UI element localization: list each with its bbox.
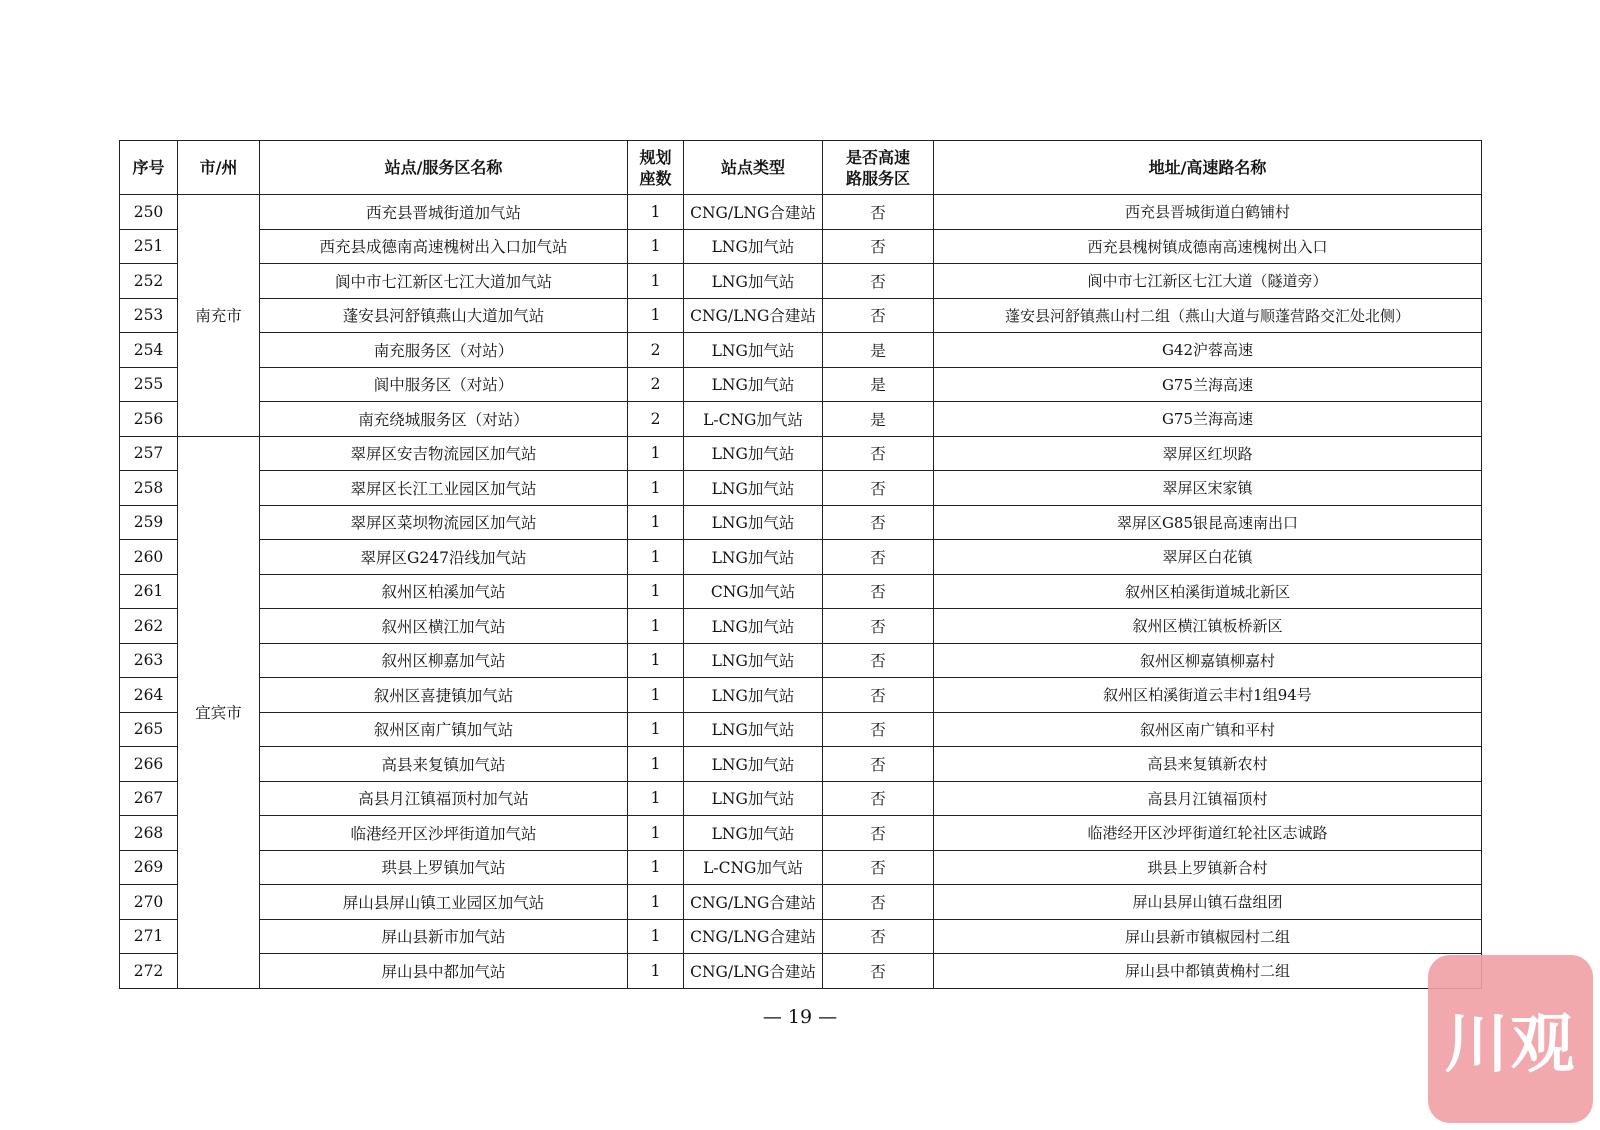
cell-station: 临港经开区沙坪街道加气站 bbox=[260, 816, 628, 851]
cell-count: 1 bbox=[628, 436, 684, 471]
cell-no: 255 bbox=[120, 367, 178, 402]
cell-type: CNG/LNG合建站 bbox=[684, 919, 823, 954]
cell-station: 叙州区柳嘉加气站 bbox=[260, 643, 628, 678]
table-row bbox=[120, 885, 1482, 920]
cell-highway: 否 bbox=[823, 850, 934, 885]
cell-highway: 是 bbox=[823, 402, 934, 437]
cell-highway: 否 bbox=[823, 885, 934, 920]
table-row bbox=[120, 643, 1482, 678]
cell-station: 翠屏区安吉物流园区加气站 bbox=[260, 436, 628, 471]
cell-no: 270 bbox=[120, 885, 178, 920]
cell-count: 1 bbox=[628, 816, 684, 851]
table-row bbox=[120, 609, 1482, 644]
cell-count: 1 bbox=[628, 229, 684, 264]
table-row bbox=[120, 816, 1482, 851]
cell-highway: 否 bbox=[823, 609, 934, 644]
cell-station: 珙县上罗镇加气站 bbox=[260, 850, 628, 885]
cell-no: 259 bbox=[120, 505, 178, 540]
cell-address: G75兰海高速 bbox=[934, 402, 1482, 437]
cell-type: LNG加气站 bbox=[684, 712, 823, 747]
table-row bbox=[120, 850, 1482, 885]
cell-no: 256 bbox=[120, 402, 178, 437]
cell-type: CNG/LNG合建站 bbox=[684, 885, 823, 920]
cell-no: 271 bbox=[120, 919, 178, 954]
cell-no: 264 bbox=[120, 678, 178, 713]
header-count-line2: 座数 bbox=[639, 168, 672, 188]
table-row bbox=[120, 436, 1482, 471]
cell-address: 西充县晋城街道白鹤铺村 bbox=[934, 195, 1482, 230]
cell-highway: 否 bbox=[823, 298, 934, 333]
table-row bbox=[120, 712, 1482, 747]
cell-no: 261 bbox=[120, 574, 178, 609]
cell-count: 1 bbox=[628, 505, 684, 540]
cell-type: LNG加气站 bbox=[684, 540, 823, 575]
table-row bbox=[120, 574, 1482, 609]
table-row bbox=[120, 367, 1482, 402]
cell-highway: 是 bbox=[823, 367, 934, 402]
cell-count: 1 bbox=[628, 298, 684, 333]
cell-highway: 否 bbox=[823, 919, 934, 954]
cell-address: 蓬安县河舒镇燕山村二组（燕山大道与顺蓬营路交汇处北侧） bbox=[934, 298, 1482, 333]
table-row bbox=[120, 402, 1482, 437]
cell-station: 阆中服务区（对站） bbox=[260, 367, 628, 402]
table-row bbox=[120, 333, 1482, 368]
cell-station: 屏山县屏山镇工业园区加气站 bbox=[260, 885, 628, 920]
cell-station: 西充县成德南高速槐树出入口加气站 bbox=[260, 229, 628, 264]
cell-highway: 否 bbox=[823, 574, 934, 609]
table-row bbox=[120, 781, 1482, 816]
cell-no: 257 bbox=[120, 436, 178, 471]
cell-highway: 否 bbox=[823, 816, 934, 851]
cell-count: 1 bbox=[628, 678, 684, 713]
cell-type: LNG加气站 bbox=[684, 505, 823, 540]
cell-address: 翠屏区宋家镇 bbox=[934, 471, 1482, 506]
cell-no: 254 bbox=[120, 333, 178, 368]
cell-address: 叙州区柏溪街道城北新区 bbox=[934, 574, 1482, 609]
table-row bbox=[120, 954, 1482, 989]
header-count-line1: 规划 bbox=[639, 147, 672, 167]
cell-type: CNG加气站 bbox=[684, 574, 823, 609]
cell-address: 叙州区南广镇和平村 bbox=[934, 712, 1482, 747]
cell-address: 西充县槐树镇成德南高速槐树出入口 bbox=[934, 229, 1482, 264]
cell-station: 叙州区南广镇加气站 bbox=[260, 712, 628, 747]
cell-address: 翠屏区G85银昆高速南出口 bbox=[934, 505, 1482, 540]
cell-station: 蓬安县河舒镇燕山大道加气站 bbox=[260, 298, 628, 333]
table-row bbox=[120, 540, 1482, 575]
cell-count: 2 bbox=[628, 402, 684, 437]
cell-station: 叙州区喜捷镇加气站 bbox=[260, 678, 628, 713]
header-row bbox=[120, 141, 1482, 195]
cell-type: CNG/LNG合建站 bbox=[684, 954, 823, 989]
cell-station: 西充县晋城街道加气站 bbox=[260, 195, 628, 230]
cell-city: 南充市 bbox=[178, 195, 260, 437]
cell-highway: 否 bbox=[823, 678, 934, 713]
cell-no: 253 bbox=[120, 298, 178, 333]
cell-address: 叙州区柏溪街道云丰村1组94号 bbox=[934, 678, 1482, 713]
cell-highway: 否 bbox=[823, 712, 934, 747]
cell-station: 南充服务区（对站） bbox=[260, 333, 628, 368]
cell-highway: 否 bbox=[823, 781, 934, 816]
cell-address: 翠屏区白花镇 bbox=[934, 540, 1482, 575]
cell-count: 1 bbox=[628, 885, 684, 920]
cell-type: LNG加气站 bbox=[684, 471, 823, 506]
cell-count: 2 bbox=[628, 333, 684, 368]
cell-no: 272 bbox=[120, 954, 178, 989]
cell-station: 屏山县新市加气站 bbox=[260, 919, 628, 954]
cell-type: CNG/LNG合建站 bbox=[684, 298, 823, 333]
cell-count: 1 bbox=[628, 195, 684, 230]
cell-address: 翠屏区红坝路 bbox=[934, 436, 1482, 471]
cell-station: 翠屏区G247沿线加气站 bbox=[260, 540, 628, 575]
header-highway-line2: 路服务区 bbox=[845, 168, 910, 188]
cell-type: L-CNG加气站 bbox=[684, 850, 823, 885]
cell-station: 翠屏区菜坝物流园区加气站 bbox=[260, 505, 628, 540]
cell-highway: 否 bbox=[823, 540, 934, 575]
cell-no: 251 bbox=[120, 229, 178, 264]
header-highway bbox=[823, 141, 934, 195]
header-no: 序号 bbox=[120, 141, 178, 195]
cell-city: 宜宾市 bbox=[178, 436, 260, 988]
cell-station: 南充绕城服务区（对站） bbox=[260, 402, 628, 437]
cell-count: 1 bbox=[628, 264, 684, 299]
cell-station: 叙州区横江加气站 bbox=[260, 609, 628, 644]
table-body bbox=[120, 195, 1482, 989]
cell-highway: 否 bbox=[823, 471, 934, 506]
station-table bbox=[119, 140, 1482, 989]
cell-count: 1 bbox=[628, 540, 684, 575]
cell-address: 高县月江镇福顶村 bbox=[934, 781, 1482, 816]
cell-type: LNG加气站 bbox=[684, 609, 823, 644]
cell-count: 1 bbox=[628, 781, 684, 816]
cell-type: LNG加气站 bbox=[684, 436, 823, 471]
cell-count: 1 bbox=[628, 609, 684, 644]
cell-count: 1 bbox=[628, 471, 684, 506]
cell-no: 260 bbox=[120, 540, 178, 575]
cell-type: LNG加气站 bbox=[684, 781, 823, 816]
table-row bbox=[120, 471, 1482, 506]
cell-address: 高县来复镇新农村 bbox=[934, 747, 1482, 782]
cell-highway: 否 bbox=[823, 436, 934, 471]
header-station: 站点/服务区名称 bbox=[260, 141, 628, 195]
cell-no: 252 bbox=[120, 264, 178, 299]
cell-no: 266 bbox=[120, 747, 178, 782]
table-row bbox=[120, 264, 1482, 299]
cell-address: 屏山县屏山镇石盘组团 bbox=[934, 885, 1482, 920]
cell-no: 269 bbox=[120, 850, 178, 885]
cell-type: CNG/LNG合建站 bbox=[684, 195, 823, 230]
cell-highway: 否 bbox=[823, 954, 934, 989]
cell-no: 250 bbox=[120, 195, 178, 230]
header-type: 站点类型 bbox=[684, 141, 823, 195]
page-number: — 19 — bbox=[762, 1006, 838, 1028]
header-city: 市/州 bbox=[178, 141, 260, 195]
cell-address: G42沪蓉高速 bbox=[934, 333, 1482, 368]
cell-no: 268 bbox=[120, 816, 178, 851]
cell-count: 1 bbox=[628, 850, 684, 885]
cell-station: 翠屏区长江工业园区加气站 bbox=[260, 471, 628, 506]
cell-highway: 否 bbox=[823, 747, 934, 782]
cell-no: 258 bbox=[120, 471, 178, 506]
cell-count: 1 bbox=[628, 919, 684, 954]
header-count bbox=[628, 141, 684, 195]
cell-type: LNG加气站 bbox=[684, 264, 823, 299]
cell-type: L-CNG加气站 bbox=[684, 402, 823, 437]
cell-type: LNG加气站 bbox=[684, 333, 823, 368]
table-row bbox=[120, 298, 1482, 333]
cell-no: 265 bbox=[120, 712, 178, 747]
cell-highway: 否 bbox=[823, 195, 934, 230]
table-row bbox=[120, 505, 1482, 540]
cell-type: LNG加气站 bbox=[684, 643, 823, 678]
table-row bbox=[120, 919, 1482, 954]
cell-station: 高县月江镇福顶村加气站 bbox=[260, 781, 628, 816]
cell-address: 临港经开区沙坪街道红轮社区志诚路 bbox=[934, 816, 1482, 851]
watermark-logo bbox=[1428, 955, 1593, 1123]
cell-no: 263 bbox=[120, 643, 178, 678]
cell-count: 1 bbox=[628, 712, 684, 747]
watermark-text: 川观 bbox=[1444, 1008, 1577, 1082]
cell-highway: 否 bbox=[823, 229, 934, 264]
cell-count: 1 bbox=[628, 643, 684, 678]
cell-type: LNG加气站 bbox=[684, 678, 823, 713]
table-row bbox=[120, 678, 1482, 713]
cell-type: LNG加气站 bbox=[684, 367, 823, 402]
cell-highway: 否 bbox=[823, 264, 934, 299]
cell-type: LNG加气站 bbox=[684, 816, 823, 851]
cell-station: 屏山县中都加气站 bbox=[260, 954, 628, 989]
cell-no: 262 bbox=[120, 609, 178, 644]
cell-address: 阆中市七江新区七江大道（隧道旁） bbox=[934, 264, 1482, 299]
cell-no: 267 bbox=[120, 781, 178, 816]
cell-highway: 否 bbox=[823, 505, 934, 540]
cell-station: 高县来复镇加气站 bbox=[260, 747, 628, 782]
cell-address: 屏山县中都镇黄桷村二组 bbox=[934, 954, 1482, 989]
cell-count: 1 bbox=[628, 954, 684, 989]
cell-address: G75兰海高速 bbox=[934, 367, 1482, 402]
cell-count: 1 bbox=[628, 747, 684, 782]
cell-address: 屏山县新市镇椒园村二组 bbox=[934, 919, 1482, 954]
table-row bbox=[120, 229, 1482, 264]
cell-count: 2 bbox=[628, 367, 684, 402]
cell-type: LNG加气站 bbox=[684, 229, 823, 264]
cell-highway: 否 bbox=[823, 643, 934, 678]
cell-address: 叙州区横江镇板桥新区 bbox=[934, 609, 1482, 644]
cell-count: 1 bbox=[628, 574, 684, 609]
cell-highway: 是 bbox=[823, 333, 934, 368]
table-row bbox=[120, 195, 1482, 230]
cell-address: 珙县上罗镇新合村 bbox=[934, 850, 1482, 885]
cell-station: 阆中市七江新区七江大道加气站 bbox=[260, 264, 628, 299]
header-address: 地址/高速路名称 bbox=[934, 141, 1482, 195]
cell-station: 叙州区柏溪加气站 bbox=[260, 574, 628, 609]
header-highway-line1: 是否高速 bbox=[845, 147, 910, 167]
table-row bbox=[120, 747, 1482, 782]
cell-type: LNG加气站 bbox=[684, 747, 823, 782]
cell-address: 叙州区柳嘉镇柳嘉村 bbox=[934, 643, 1482, 678]
